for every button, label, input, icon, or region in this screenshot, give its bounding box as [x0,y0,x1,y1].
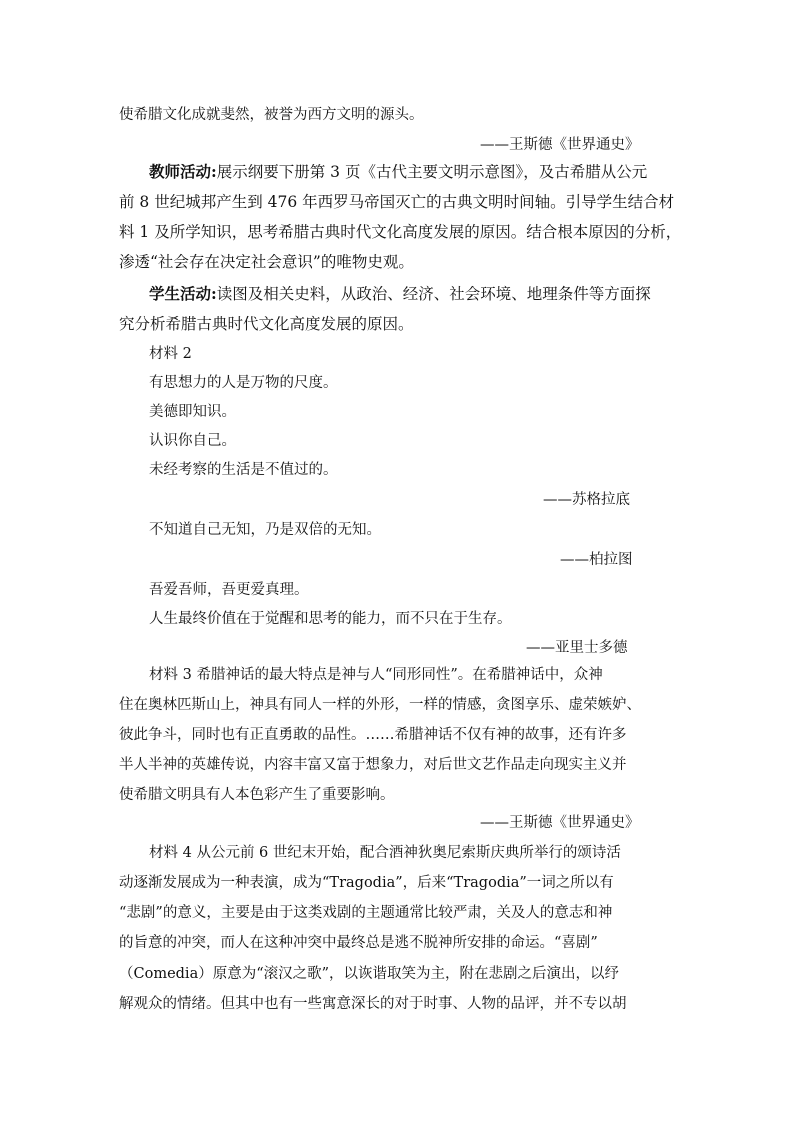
quote-line: 不知道自己无知，乃是双倍的无知。 [149,522,381,538]
paragraph-line: “悲剧”的意义，主要是由于这类戏剧的主题通常比较严肃，关及人的意志和神 [119,905,613,921]
paragraph-line: 使希腊文化成就斐然，被誉为西方文明的源头。 [119,107,424,123]
paragraph-line: 住在奥林匹斯山上，神具有同人一样的外形，一样的情感，贪图享乐、虚荣嫉妒、 [119,697,641,713]
quote-line: 人生最终价值在于觉醒和思考的能力，而不只在于生存。 [149,611,512,627]
paragraph-line: 材料 3 希腊神话的最大特点是神与人“同形同性”。在希腊神话中，众神 [149,667,603,683]
quote-line: 有思想力的人是万物的尺度。 [149,375,338,391]
paragraph-text: 读图及相关史料，从政治、经济、社会环境、地理条件等方面探 [216,285,651,303]
paragraph-text: 展示纲要下册第 3 页《古代主要文明示意图》，及古希腊从公元 [216,163,648,181]
paragraph-line: 彼此争斗，同时也有正直勇敢的品性。……希腊神话不仅有神的故事，还有许多 [119,727,627,743]
attribution: ——苏格拉底 [543,492,630,508]
paragraph-line: 动逐渐发展成为一种表演，成为“Tragodia”，后来“Tragodia”一词之所以有 [119,875,614,891]
paragraph-line [149,282,651,304]
paragraph-line: 究分析希腊古典时代文化高度发展的原因。 [119,315,414,333]
student-activity-label: 学生活动: [149,284,217,303]
paragraph-line: 渗透“社会存在决定社会意识”的唯物史观。 [119,253,414,271]
citation: ——王斯德《世界通史》 [480,815,640,831]
teacher-activity-label: 教师活动: [149,162,217,181]
paragraph-line: （Comedia）原意为“滚汉之歌”，以诙谐取笑为主，附在悲剧之后演出，以纾 [119,966,620,982]
attribution: ——柏拉图 [560,552,633,568]
citation: ——王斯德《世界通史》 [480,137,640,153]
paragraph-line: 解观众的情绪。但其中也有一些寓意深长的对于时事、人物的品评，并不专以胡 [119,996,627,1012]
quote-line: 未经考察的生活是不值过的。 [149,462,338,478]
quote-line: 吾爱吾师，吾更爱真理。 [149,582,309,598]
paragraph-line: 使希腊文明具有人本色彩产生了重要影响。 [119,787,395,803]
quote-line: 美德即知识。 [149,404,236,420]
paragraph-line: 的旨意的冲突，而人在这种冲突中最终总是逃不脱神所安排的命运。“喜剧” [119,935,598,951]
material-heading: 材料 2 [149,346,192,362]
paragraph-line [149,160,647,182]
paragraph-line: 材料 4 从公元前 6 世纪末开始，配合酒神狄奥尼索斯庆典所举行的颂诗活 [149,845,621,861]
paragraph-line: 半人半神的英雄传说，内容丰富又富于想象力，对后世文艺作品走向现实主义并 [119,757,627,773]
attribution: ——亚里士多德 [526,640,628,656]
quote-line: 认识你自己。 [149,433,236,449]
paragraph-line: 料 1 及所学知识，思考希腊古典时代文化高度发展的原因。结合根本原因的分析， [119,223,682,241]
paragraph-line: 前 8 世纪城邦产生到 476 年西罗马帝国灭亡的古典文明时间轴。引导学生结合材 [119,193,675,211]
